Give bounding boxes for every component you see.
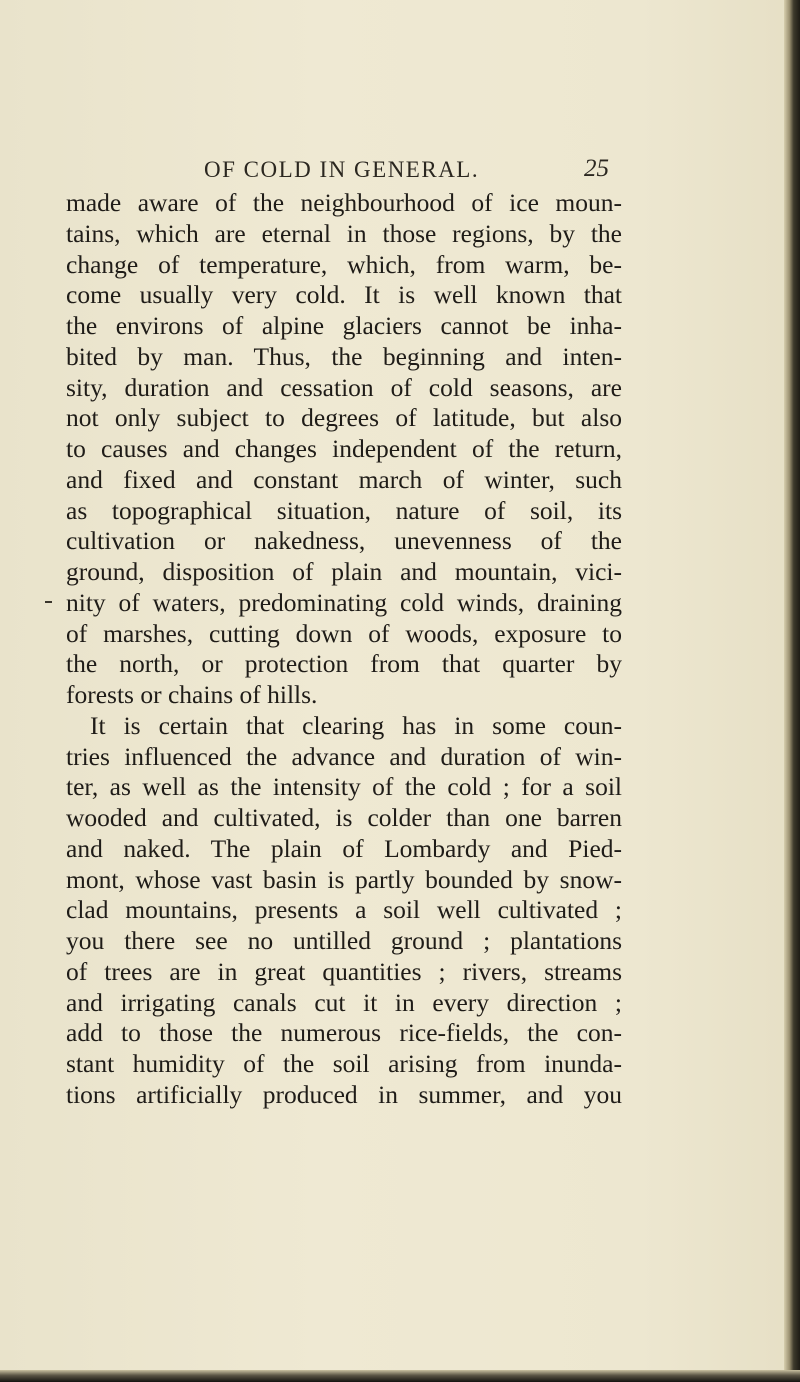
text-line: not only subject to degrees of latitude, but also — [66, 403, 622, 433]
text-line: stant humidity of the soil arising from inunda- — [66, 1049, 622, 1078]
text-line-paragraph-start: It is certain that clearing has in some coun- — [90, 710, 622, 740]
text-line: wooded and cultivated, is colder than one barren — [66, 803, 622, 832]
text-line: to causes and changes independent of the return, — [66, 434, 622, 463]
text-line: tains, which are eternal in those regions, by the — [66, 218, 622, 248]
text-line: cultivation or nakedness, unevenness of the — [66, 526, 622, 556]
text-line: mont, whose vast basin is partly bounded by snow- — [66, 864, 622, 894]
body-text — [66, 188, 622, 1111]
text-line-paragraph-end: forests or chains of hills. — [66, 680, 318, 709]
text-line: bited by man. Thus, the beginning and inten- — [66, 341, 622, 371]
text-line: the north, or protection from that quarter by — [66, 649, 622, 679]
text-line: of trees are in great quantities ; rivers, streams — [66, 956, 622, 986]
text-line: add to those the numerous rice-fields, the con- — [66, 1018, 622, 1048]
text-line: and fixed and constant march of winter, such — [66, 464, 622, 494]
text-line: and naked. The plain of Lombardy and Pied- — [66, 833, 622, 863]
text-line: tions artificially produced in summer, and you — [66, 1079, 622, 1109]
running-head: OF COLD IN GENERAL. — [204, 157, 480, 182]
text-line: sity, duration and cessation of cold seasons, are — [66, 372, 622, 402]
text-line: clad mountains, presents a soil well cultivated ; — [66, 895, 622, 925]
text-line: made aware of the neighbourhood of ice moun- — [66, 188, 622, 217]
text-line: of marshes, cutting down of woods, exposure to — [66, 618, 622, 648]
text-line: ter, as well as the intensity of the cold ; for a soil — [66, 772, 622, 802]
page-number: 25 — [584, 155, 609, 182]
text-line: as topographical situation, nature of soil, its — [66, 495, 622, 525]
text-line: tries influenced the advance and duration of win- — [66, 741, 622, 771]
margin-mark — [45, 601, 52, 603]
text-line: ground, disposition of plain and mountain, vici- — [66, 557, 622, 586]
page-bottom-edge — [0, 1370, 800, 1382]
text-line: you there see no untilled ground ; plantations — [66, 926, 622, 955]
page-binding-edge — [784, 0, 800, 1382]
text-line: come usually very cold. It is well known that — [66, 280, 622, 310]
text-line: the environs of alpine glaciers cannot be inha- — [66, 311, 622, 340]
text-line: nity of waters, predominating cold winds, draining — [66, 587, 622, 617]
text-line: and irrigating canals cut it in every direction ; — [66, 987, 622, 1017]
text-line: change of temperature, which, from warm, be- — [66, 249, 622, 279]
